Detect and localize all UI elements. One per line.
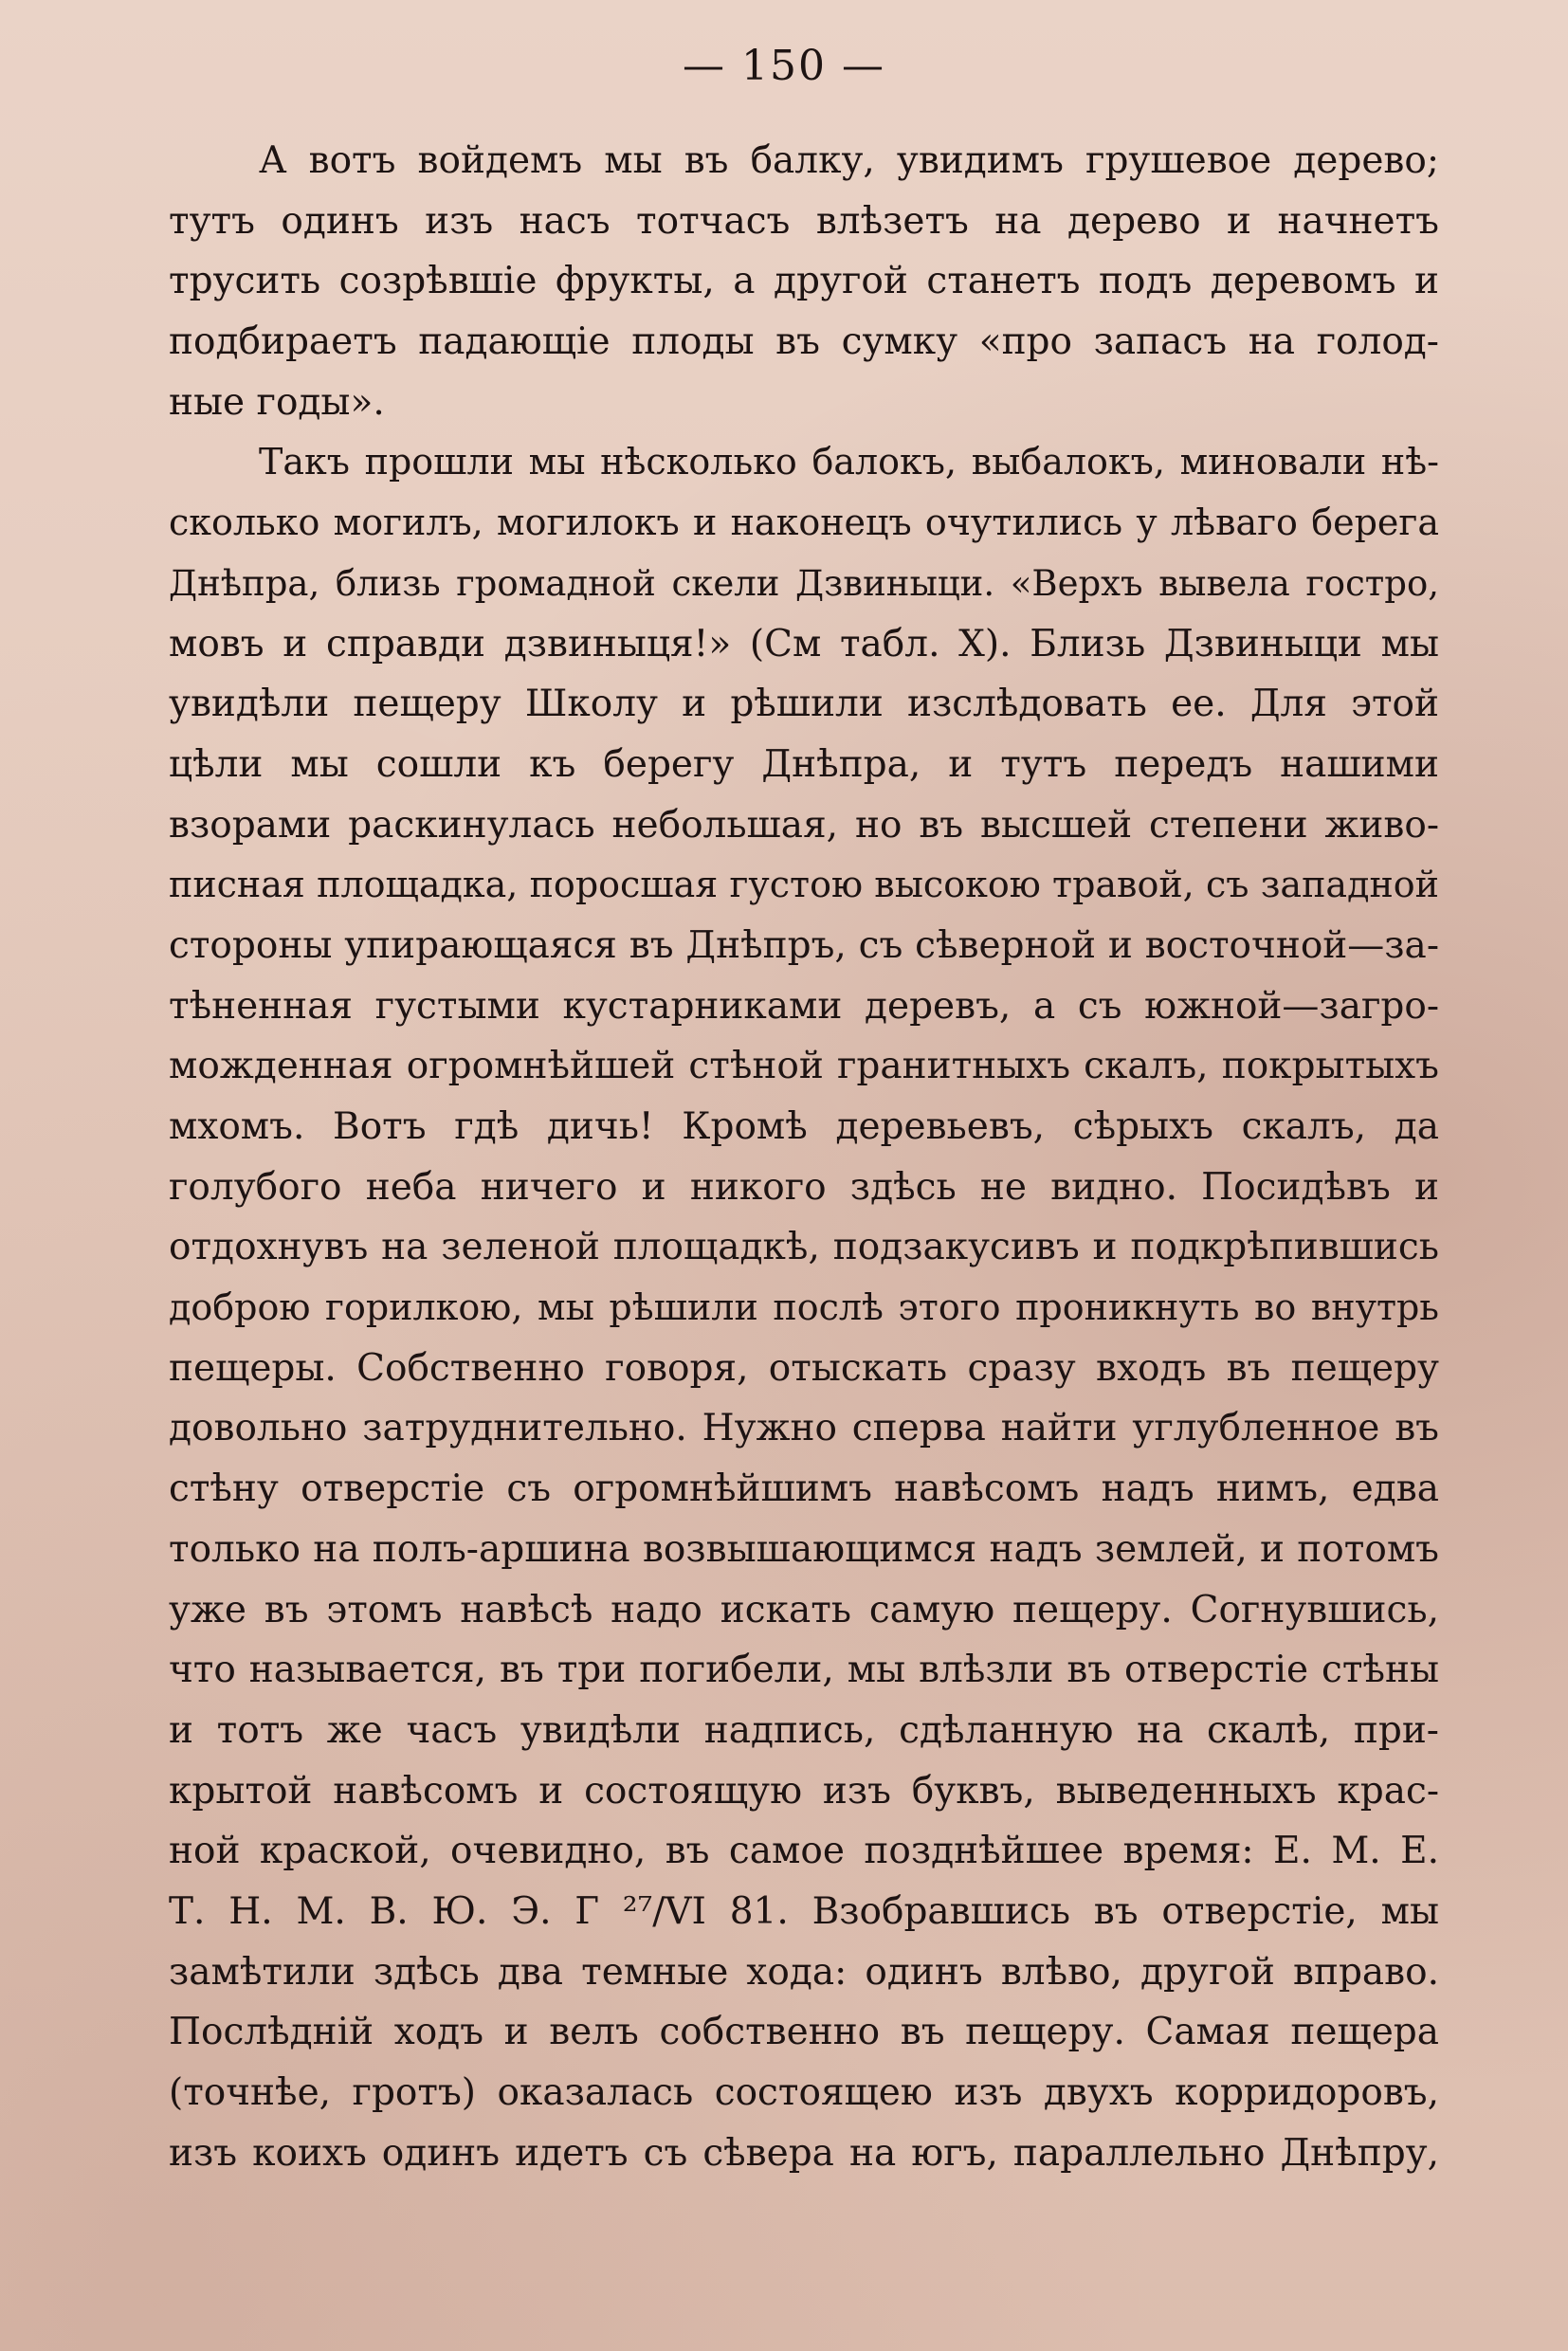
text-line: изъ коихъ одинъ идетъ съ сѣвера на югъ, параллельно Днѣпру,: [169, 2131, 1439, 2175]
body-text: [169, 131, 1439, 2183]
text-line: трусить созрѣвшiе фрукты, а другой станетъ подъ деревомъ и: [169, 260, 1439, 303]
text-line: отдохнувъ на зеленой площадкѣ, подзакусивъ и подкрѣпившись: [169, 1226, 1439, 1269]
text-line: взорами раскинулась небольшая, но въ высшей степени живо-: [169, 803, 1439, 847]
text-line: и тотъ же часъ увидѣли надпись, сдѣланную на скалѣ, при-: [169, 1708, 1439, 1752]
text-line: уже въ этомъ навѣсѣ надо искать самую пещеру. Согнувшись,: [169, 1588, 1439, 1631]
text-line: голубого неба ничего и никого здѣсь не видно. Посидѣвъ и: [169, 1165, 1439, 1209]
text-line: пещеры. Собственно говоря, отыскать сразу входъ въ пещеру: [169, 1346, 1439, 1390]
text-line: что называется, въ три погибели, мы влѣзли въ отверстiе стѣны: [169, 1649, 1439, 1692]
page-number: — 150 —: [683, 42, 885, 90]
text-line: стороны упирающаяся въ Днѣпръ, съ сѣверной и восточной—за-: [169, 923, 1439, 967]
text-line: писная площадка, поросшая густою высокою травой, съ западной: [169, 864, 1439, 906]
text-line: тутъ одинъ изъ насъ тотчасъ влѣзетъ на дерево и начнетъ: [169, 199, 1439, 243]
text-line: только на полъ-аршина возвышающимся надъ землей, и потомъ: [169, 1527, 1439, 1571]
text-line: Т. Н. М. В. Ю. Э. Г ²⁷/VI 81. Взобравшись въ отверстiе, мы: [169, 1889, 1439, 1933]
text-line: ные годы».: [169, 380, 385, 424]
text-line: доброю горилкою, мы рѣшили послѣ этого проникнуть во внутрь: [169, 1286, 1439, 1329]
text-line: увидѣли пещеру Школу и рѣшили изслѣдовать ее. Для этой: [169, 683, 1439, 726]
text-line: мовъ и справди дзвиныця!» (См табл. X). Близь Дзвиныци мы: [169, 622, 1439, 665]
text-line: замѣтили здѣсь два темные хода: одинъ влѣво, другой вправо.: [169, 1950, 1439, 1994]
text-line: подбираетъ падающiе плоды въ сумку «про запасъ на голод-: [169, 320, 1439, 364]
text-line: цѣли мы сошли къ берегу Днѣпра, и тутъ передъ нашими: [169, 742, 1439, 786]
text-line: довольно затруднительно. Нужно сперва найти углубленное въ: [169, 1407, 1439, 1450]
text-line: стѣну отверстiе съ огромнѣйшимъ навѣсомъ надъ нимъ, едва: [169, 1467, 1439, 1511]
text-line: Послѣднiй ходъ и велъ собственно въ пещеру. Самая пещера: [169, 2011, 1439, 2054]
text-line: (точнѣе, гротъ) оказалась состоящею изъ двухъ корридоровъ,: [169, 2071, 1439, 2114]
text-line: сколько могилъ, могилокъ и наконецъ очутились у лѣваго берега: [169, 501, 1439, 544]
text-line: крытой навѣсомъ и состоящую изъ буквъ, выведенныхъ крас-: [169, 1769, 1439, 1813]
text-line: мхомъ. Вотъ гдѣ дичь! Кромѣ деревьевъ, сѣрыхъ скалъ, да: [169, 1105, 1439, 1148]
text-line: тѣненная густыми кустарниками деревъ, а съ южной—загро-: [169, 984, 1439, 1028]
text-line: ной краской, очевидно, въ самое позднѣйшее время: Е. М. Е.: [169, 1830, 1439, 1873]
text-line: А вотъ войдемъ мы въ балку, увидимъ грушевое дерево;: [259, 139, 1439, 182]
text-line: Днѣпра, близь громадной скели Дзвиныци. «Верхъ вывела гостро,: [169, 562, 1439, 604]
text-line: можденная огромнѣйшей стѣной гранитныхъ скалъ, покрытыхъ: [169, 1045, 1439, 1088]
text-line: Такъ прошли мы нѣсколько балокъ, выбалокъ, миновали нѣ-: [259, 441, 1439, 483]
